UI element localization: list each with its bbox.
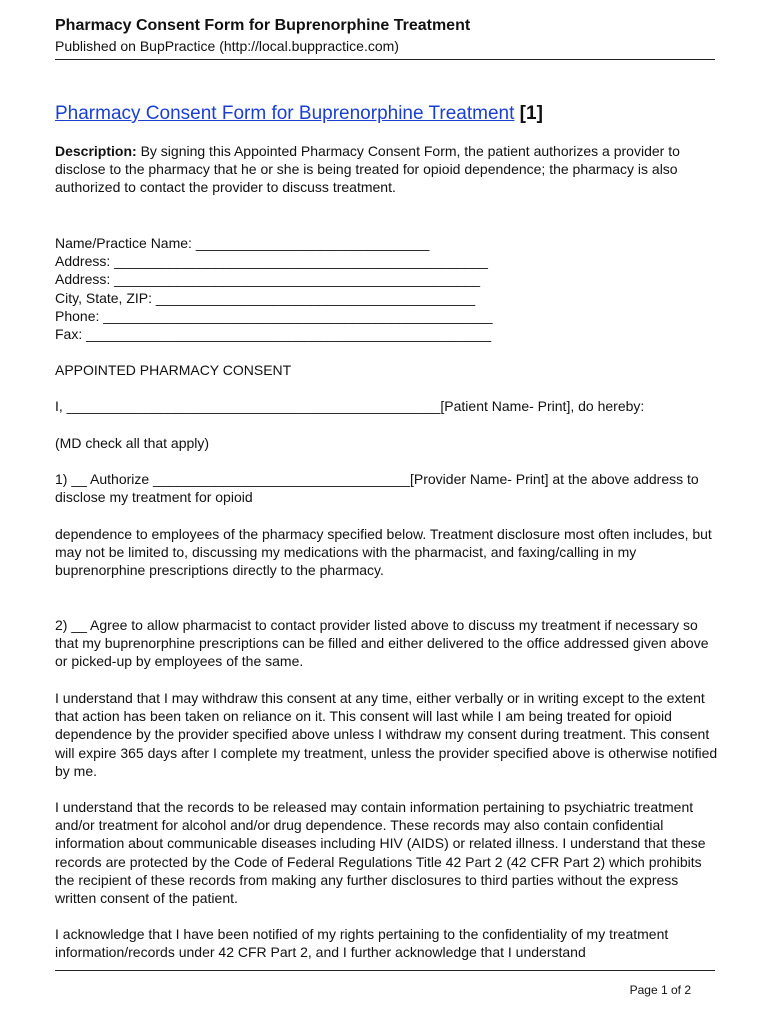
section-heading: APPOINTED PHARMACY CONSENT bbox=[55, 362, 292, 378]
item-2: 2) __ Agree to allow pharmacist to contact provider listed above to discuss my treatment if necessary so that my buprenorphine prescriptions can be filled and either delivered to the office addressed given above or picked-up by employees of the same. bbox=[55, 617, 709, 670]
description bbox=[55, 142, 720, 197]
md-check-note: (MD check all that apply) bbox=[55, 435, 210, 451]
field-address-2: Address: _______________________________________________ bbox=[55, 271, 481, 288]
header-rule bbox=[55, 59, 715, 60]
field-fax: Fax: ____________________________________________________ bbox=[55, 326, 491, 343]
document-title-link[interactable]: Pharmacy Consent Form for Buprenorphine Treatment bbox=[55, 103, 515, 124]
field-city-state-zip: City, State, ZIP: _________________________________________ bbox=[55, 289, 476, 306]
field-address-1: Address: ________________________________________________ bbox=[55, 253, 488, 270]
document-title-ref: [1] bbox=[519, 103, 543, 124]
description-text: By signing this Appointed Pharmacy Consent Form, the patient authorizes a provider to disclose to the pharmacy that he or she is being treated for opioid dependence; the pharmacy is also authorized to contact the provider to discuss treatment. bbox=[55, 143, 680, 196]
page-header-title: Pharmacy Consent Form for Buprenorphine Treatment bbox=[55, 17, 471, 34]
paragraph-withdraw-consent: I understand that I may withdraw this consent at any time, either verbally or in writing except to the extent that action has been taken on reliance on it. This consent will last while I am being treated for opioid dependence by the provider specified above unless I withdraw my consent during treatment. This consent will expire 365 days after I complete my treatment, unless the provider specified above is otherwise notified by me. bbox=[55, 690, 718, 779]
patient-line: I, ________________________________________________[Patient Name- Print], do hereby: bbox=[55, 398, 645, 414]
document-title bbox=[55, 103, 543, 125]
paragraph-records: I understand that the records to be released may contain information pertaining to psychiatric treatment and/or treatment for alcohol and/or drug dependence. These records may also contain confidential information about communicable diseases including HIV (AIDS) or related illness. I understand that these records are protected by the Code of Federal Regulations Title 42 Part 2 (42 CFR Part 2) which prohibits the recipient of these records from making any further disclosures to third parties without the express written consent of the patient. bbox=[55, 799, 706, 907]
paragraph-acknowledge: I acknowledge that I have been notified of my rights pertaining to the confidentiality of my treatment information/records under 42 CFR Part 2, and I further acknowledge that I understand bbox=[55, 926, 669, 961]
footer-rule bbox=[55, 970, 715, 971]
item-1-continued: dependence to employees of the pharmacy specified below. Treatment disclosure most often includes, but may not be limited to, discussing my medications with the pharmacist, and faxing/calling in my buprenorphine prescriptions directly to the pharmacy. bbox=[55, 526, 712, 579]
description-label: Description: bbox=[55, 143, 137, 159]
page-header-published: Published on BupPractice (http://local.buppractice.com) bbox=[55, 38, 399, 54]
field-name-practice: Name/Practice Name: ______________________________ bbox=[55, 235, 430, 251]
item-1-intro: 1) __ Authorize _________________________________[Provider Name- Print] at the above address to disclose my treatment for opioid bbox=[55, 471, 699, 506]
field-phone: Phone: __________________________________________________ bbox=[55, 307, 493, 324]
page-number: Page 1 of 2 bbox=[629, 983, 691, 997]
practice-fields bbox=[55, 234, 720, 343]
